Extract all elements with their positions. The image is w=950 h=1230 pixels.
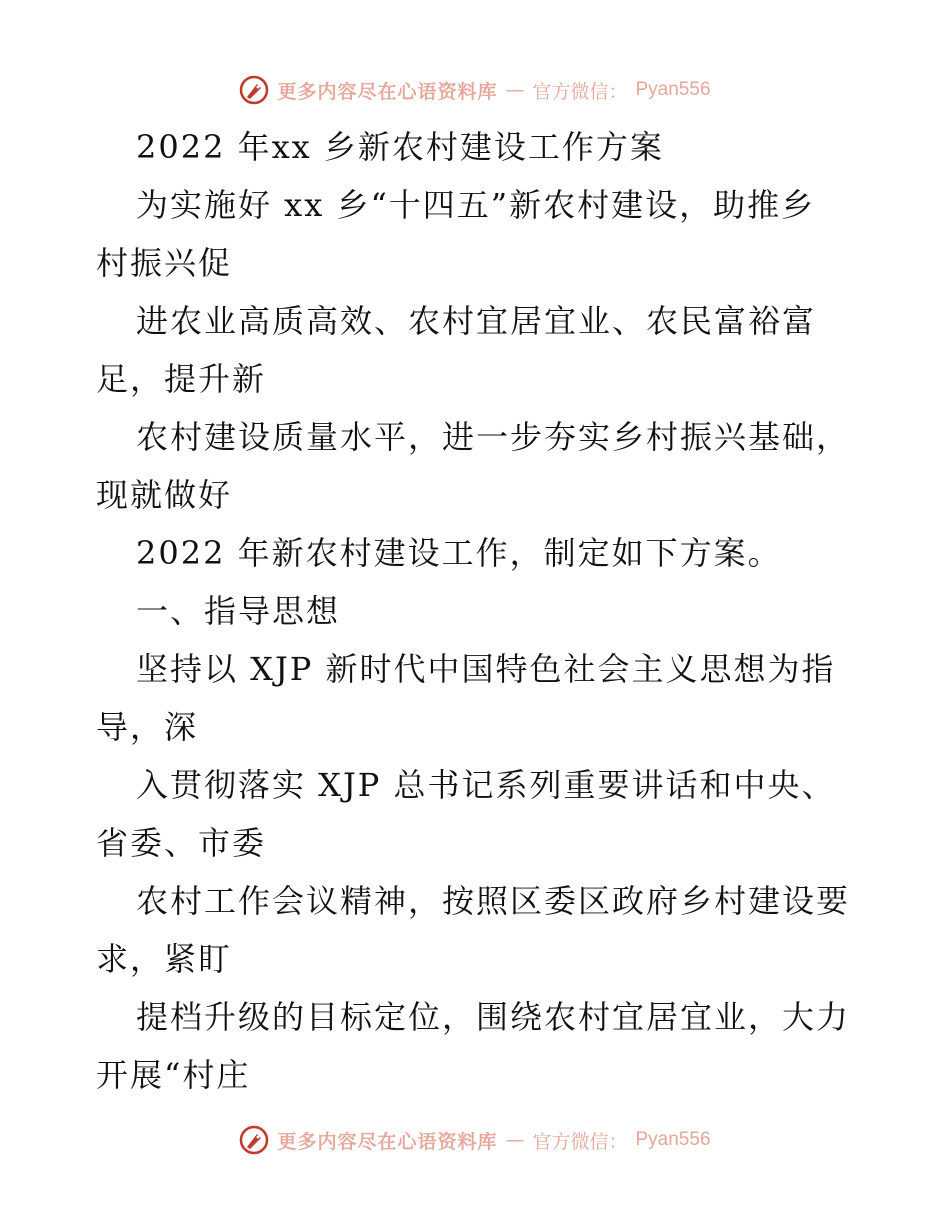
footer-wechat-label: 官方微信： [532, 1130, 628, 1153]
document-line: 一、指导思想 [136, 592, 341, 630]
header-wechat-id: Pyan556 [635, 79, 711, 100]
footer-banner-text: 更多内容尽在心语资料库 [277, 1130, 498, 1153]
document-line: 省委、市委 [96, 824, 267, 862]
header-banner [0, 70, 950, 110]
document-line: 开展“村庄 [96, 1056, 251, 1094]
pen-nib-logo-icon [239, 75, 269, 105]
document-body [96, 118, 856, 1104]
pen-nib-logo-icon [239, 1125, 269, 1155]
header-wechat-label: 官方微信： [532, 80, 628, 103]
footer-separator: — [505, 1129, 525, 1151]
document-line: 村振兴促 [96, 244, 233, 282]
document-line: 为实施好 xx 乡“十四五”新农村建设，助推乡 [136, 186, 816, 224]
footer-banner [0, 1120, 950, 1160]
document-line: 足，提升新 [96, 360, 267, 398]
footer-wechat-id: Pyan556 [635, 1129, 711, 1150]
header-separator: — [505, 79, 525, 101]
document-line: 入贯彻落实 XJP 总书记系列重要讲话和中央、 [136, 766, 836, 804]
document-line: 2022 年xx 乡新农村建设工作方案 [136, 128, 664, 166]
document-line: 2022 年新农村建设工作，制定如下方案。 [136, 534, 782, 572]
document-line: 进农业高质高效、农村宜居宜业、农民富裕富 [136, 302, 817, 340]
document-line: 坚持以 XJP 新时代中国特色社会主义思想为指 [136, 650, 836, 688]
document-line: 提档升级的目标定位，围绕农村宜居宜业，大力 [136, 998, 851, 1036]
document-line: 求，紧盯 [96, 940, 233, 978]
document-line: 导，深 [96, 708, 199, 746]
document-line: 农村建设质量水平，进一步夯实乡村振兴基础， [136, 418, 851, 456]
document-line: 农村工作会议精神，按照区委区政府乡村建设要 [136, 882, 851, 920]
header-banner-text: 更多内容尽在心语资料库 [277, 80, 498, 103]
document-line: 现就做好 [96, 476, 233, 514]
